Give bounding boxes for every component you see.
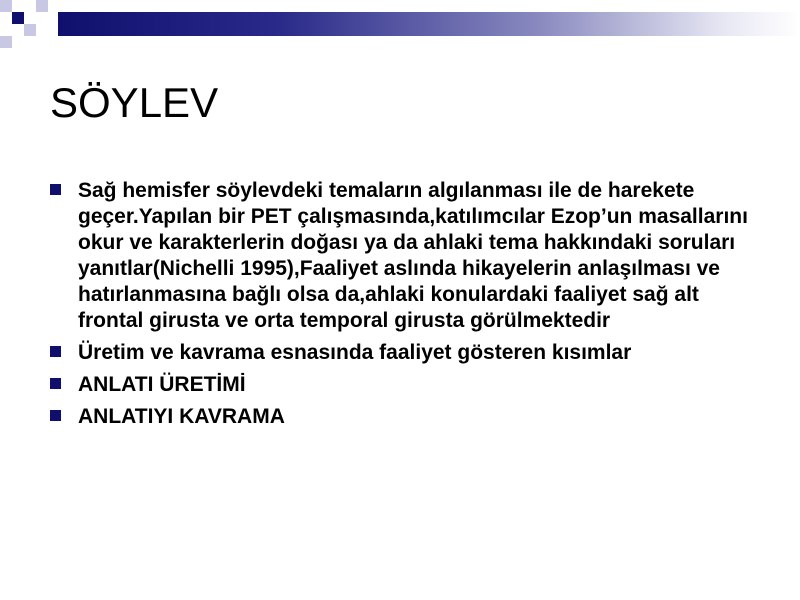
decorative-square	[36, 0, 48, 12]
bullet-item	[48, 372, 748, 398]
decorative-square	[0, 0, 12, 12]
decorative-square	[0, 36, 12, 48]
bullet-text: Sağ hemisfer söylevdeki temaların algılanması ile de harekete geçer.Yapılan bir PET çalışmasında,katılımcılar Ezop’un masallarını okur ve karakterlerin doğası ya da ahlaki tema hakkındaki soruları yanıtlar(Nichelli 1995),Faaliyet aslında hikayelerin anlaşılması ve hatırlanmasına bağlı olsa da,ahlaki konulardaki faaliyet sağ alt frontal girusta ve orta temporal girusta görülmektedir	[78, 179, 748, 332]
bullet-list	[48, 178, 748, 436]
bullet-item	[48, 404, 748, 430]
decorative-square	[24, 24, 36, 36]
square-bullet-icon	[50, 346, 61, 357]
bullet-text: ANLATIYI KAVRAMA	[78, 405, 285, 428]
square-bullet-icon	[50, 410, 61, 421]
bullet-text: Üretim ve kavrama esnasında faaliyet gösteren kısımlar	[78, 341, 632, 364]
bullet-item	[48, 178, 748, 334]
slide-title: SÖYLEV	[50, 79, 219, 126]
decorative-square	[12, 12, 24, 24]
square-bullet-icon	[50, 184, 61, 195]
bullet-item	[48, 340, 748, 366]
header-gradient-bar	[58, 12, 800, 36]
square-bullet-icon	[50, 378, 61, 389]
bullet-text: ANLATI ÜRETİMİ	[78, 373, 246, 396]
